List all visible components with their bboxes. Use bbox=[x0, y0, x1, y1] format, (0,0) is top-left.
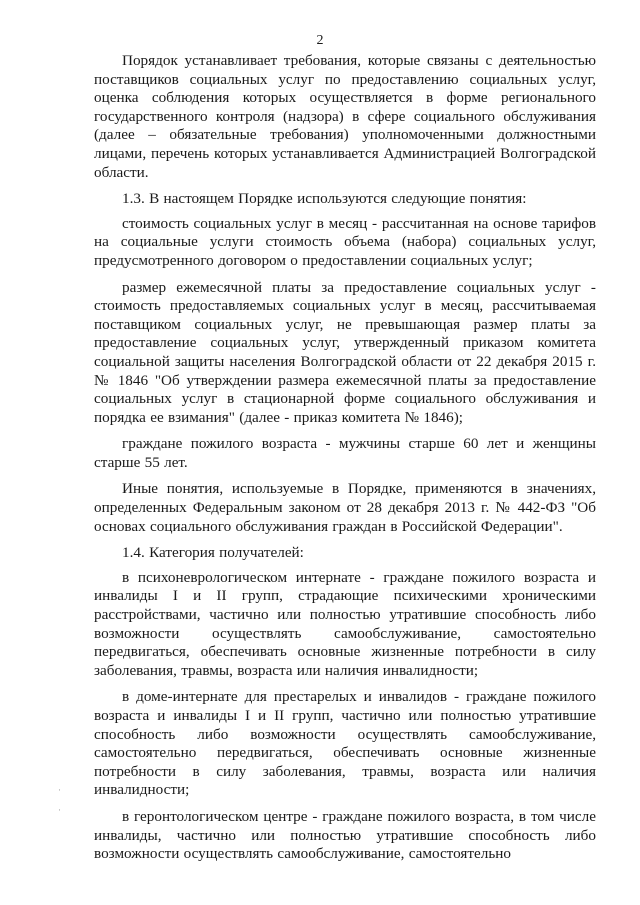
paragraph-definition-elderly-citizens: граждане пожилого возраста - мужчины старше 60 лет и женщины старше 55 лет. bbox=[94, 435, 596, 471]
scan-speck-mark: · bbox=[58, 785, 61, 795]
paragraph-section-1-4-heading: 1.4. Категория получателей: bbox=[122, 544, 304, 562]
paragraph-definition-monthly-fee: размер ежемесячной платы за предоставление социальных услуг - стоимость предоставляемых социальных услуг в месяц, рассчитываемая поставщиком социальных услуг, не превышающая размер платы за предоставление социальных услуг, утвержденный приказом комитета социальной защиты населения Волгоградской области от 22 декабря 2015 г. № 1846 "Об утверждении размера ежемесячной платы за предоставление социальных услуг в стационарной форме социального обслуживания и порядка ее взимания" (далее - приказ комитета № 1846); bbox=[94, 278, 596, 426]
paragraph-category-psychoneurological: в психоневрологическом интернате - граждане пожилого возраста и инвалиды I и II групп, страдающие психическими хроническими расстройствами, частично или полностью утратившие способность либо возможности осуществлять самообслуживание, самостоятельно передвигаться, обеспечивать основные жизненные потребности в силу заболевания, травмы, возраста или наличия инвалидности; bbox=[94, 568, 596, 679]
paragraph-section-1-3-heading: 1.3. В настоящем Порядке используются следующие понятия: bbox=[122, 190, 527, 208]
paragraph-requirements-intro: Порядок устанавливает требования, которые связаны с деятельностью поставщиков социальных услуг по предоставлению социальных услуг, оценка соблюдения которых осуществляется в форме регионального государственного контроля (надзора) в сфере социального обслуживания (далее – обязательные требования) уполномоченными должностными лицами, перечень которых устанавливается Администрацией Волгоградской области. bbox=[94, 52, 596, 181]
document-body bbox=[94, 52, 596, 872]
scan-speck-mark: · bbox=[58, 805, 61, 815]
paragraph-definition-monthly-cost: стоимость социальных услуг в месяц - рассчитанная на основе тарифов на социальные услуги стоимость объема (набора) социальных услуг, предусмотренного договором о предоставлении социальных услуг; bbox=[94, 214, 596, 269]
paragraph-category-nursing-home: в доме-интернате для престарелых и инвалидов - граждане пожилого возраста и инвалиды I и II групп, частично или полностью утратившие способность либо возможности осуществлять самообслуживание, самостоятельно передвигаться, обеспечивать основные жизненные потребности в силу заболевания, травмы, возраста или наличия инвалидности; bbox=[94, 688, 596, 799]
paragraph-other-definitions: Иные понятия, используемые в Порядке, применяются в значениях, определенных Федеральным законом от 28 декабря 2013 г. № 442-ФЗ "Об основах социального обслуживания граждан в Российской Федерации". bbox=[94, 480, 596, 535]
page-number: 2 bbox=[316, 33, 324, 48]
paragraph-category-gerontological-center: в геронтологическом центре - граждане пожилого возраста, в том числе инвалиды, частично или полностью утратившие способность либо возможности осуществлять самообслуживание, самостоятельно bbox=[94, 807, 596, 863]
